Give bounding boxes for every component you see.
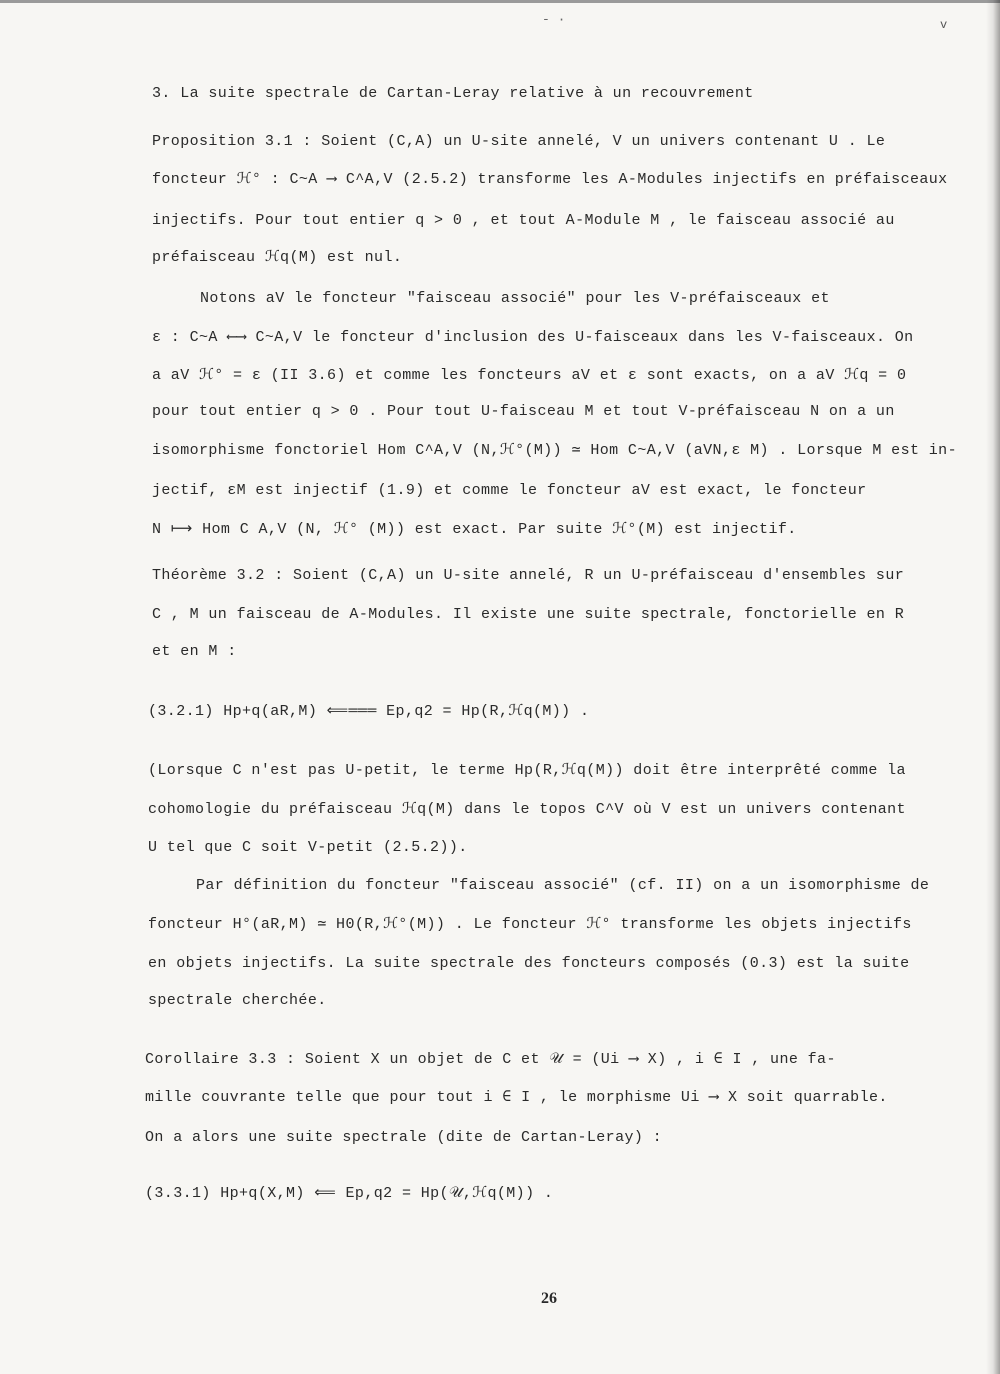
text-line: jectif, εM est injectif (1.9) et comme le foncteur aV est exact, le foncteur <box>152 482 867 499</box>
text-line: foncteur ℋ° : C~A ⟶ C^A,V (2.5.2) transforme les A-Modules injectifs en préfaisceaux <box>152 171 948 188</box>
scan-right-shadow <box>986 0 1000 1374</box>
text-line: pour tout entier q > 0 . Pour tout U-faisceau M et tout V-préfaisceau N on a un <box>152 403 895 420</box>
text-line: (3.3.1) Hp+q(X,M) ⟸ Ep,q2 = Hp(𝒰,ℋq(M)) . <box>145 1185 554 1202</box>
text-line: en objets injectifs. La suite spectrale des foncteurs composés (0.3) est la suite <box>148 955 910 972</box>
top-mark: - · <box>542 12 566 27</box>
text-line: (Lorsque C n'est pas U-petit, le terme Hp(R,ℋq(M)) doit être interprêté comme la <box>148 762 906 779</box>
text-line: C , M un faisceau de A-Modules. Il existe une suite spectrale, fonctorielle en R <box>152 606 905 623</box>
corner-mark: v <box>940 18 948 32</box>
text-line: spectrale cherchée. <box>148 992 327 1009</box>
page-number: 26 <box>541 1290 557 1307</box>
scan-top-edge <box>0 0 1000 3</box>
text-line: On a alors une suite spectrale (dite de Cartan-Leray) : <box>145 1129 663 1146</box>
text-line: Théorème 3.2 : Soient (C,A) un U-site annelé, R un U-préfaisceau d'ensembles sur <box>152 567 905 584</box>
text-line: Proposition 3.1 : Soient (C,A) un U-site annelé, V un univers contenant U . Le <box>152 133 886 150</box>
text-line: injectifs. Pour tout entier q > 0 , et tout A-Module M , le faisceau associé au <box>152 212 895 229</box>
text-line: cohomologie du préfaisceau ℋq(M) dans le topos C^V où V est un univers contenant <box>148 801 906 818</box>
text-line: ε : C~A ⟵⟶ C~A,V le foncteur d'inclusion des U-faisceaux dans les V-faisceaux. On <box>152 329 914 346</box>
text-line: mille couvrante telle que pour tout i ∈ I , le morphisme Ui ⟶ X soit quarrable. <box>145 1089 888 1106</box>
text-line: Par définition du foncteur "faisceau associé" (cf. II) on a un isomorphisme de <box>196 877 930 894</box>
text-line: préfaisceau ℋq(M) est nul. <box>152 249 403 266</box>
text-line: isomorphisme fonctoriel Hom C^A,V (N,ℋ°(M)) ≃ Hom C~A,V (aVN,ε M) . Lorsque M est in- <box>152 442 957 459</box>
text-line: foncteur H°(aR,M) ≃ H0(R,ℋ°(M)) . Le foncteur ℋ° transforme les objets injectifs <box>148 916 912 933</box>
text-line: Corollaire 3.3 : Soient X un objet de C et 𝒰 = (Ui ⟶ X) , i ∈ I , une fa- <box>145 1051 836 1068</box>
text-line: et en M : <box>152 643 237 660</box>
text-line: N ⟼ Hom C A,V (N, ℋ° (M)) est exact. Par suite ℋ°(M) est injectif. <box>152 521 797 538</box>
text-line: a aV ℋ° = ε (II 3.6) et comme les foncteurs aV et ε sont exacts, on a aV ℋq = 0 <box>152 367 907 384</box>
text-line: Notons aV le foncteur "faisceau associé" pour les V-préfaisceaux et <box>200 290 830 307</box>
text-line: 3. La suite spectrale de Cartan-Leray relative à un recouvrement <box>152 85 754 102</box>
text-line: U tel que C soit V-petit (2.5.2)). <box>148 839 468 856</box>
text-line: (3.2.1) Hp+q(aR,M) ⟸═══ Ep,q2 = Hp(R,ℋq(M)) . <box>148 703 590 720</box>
